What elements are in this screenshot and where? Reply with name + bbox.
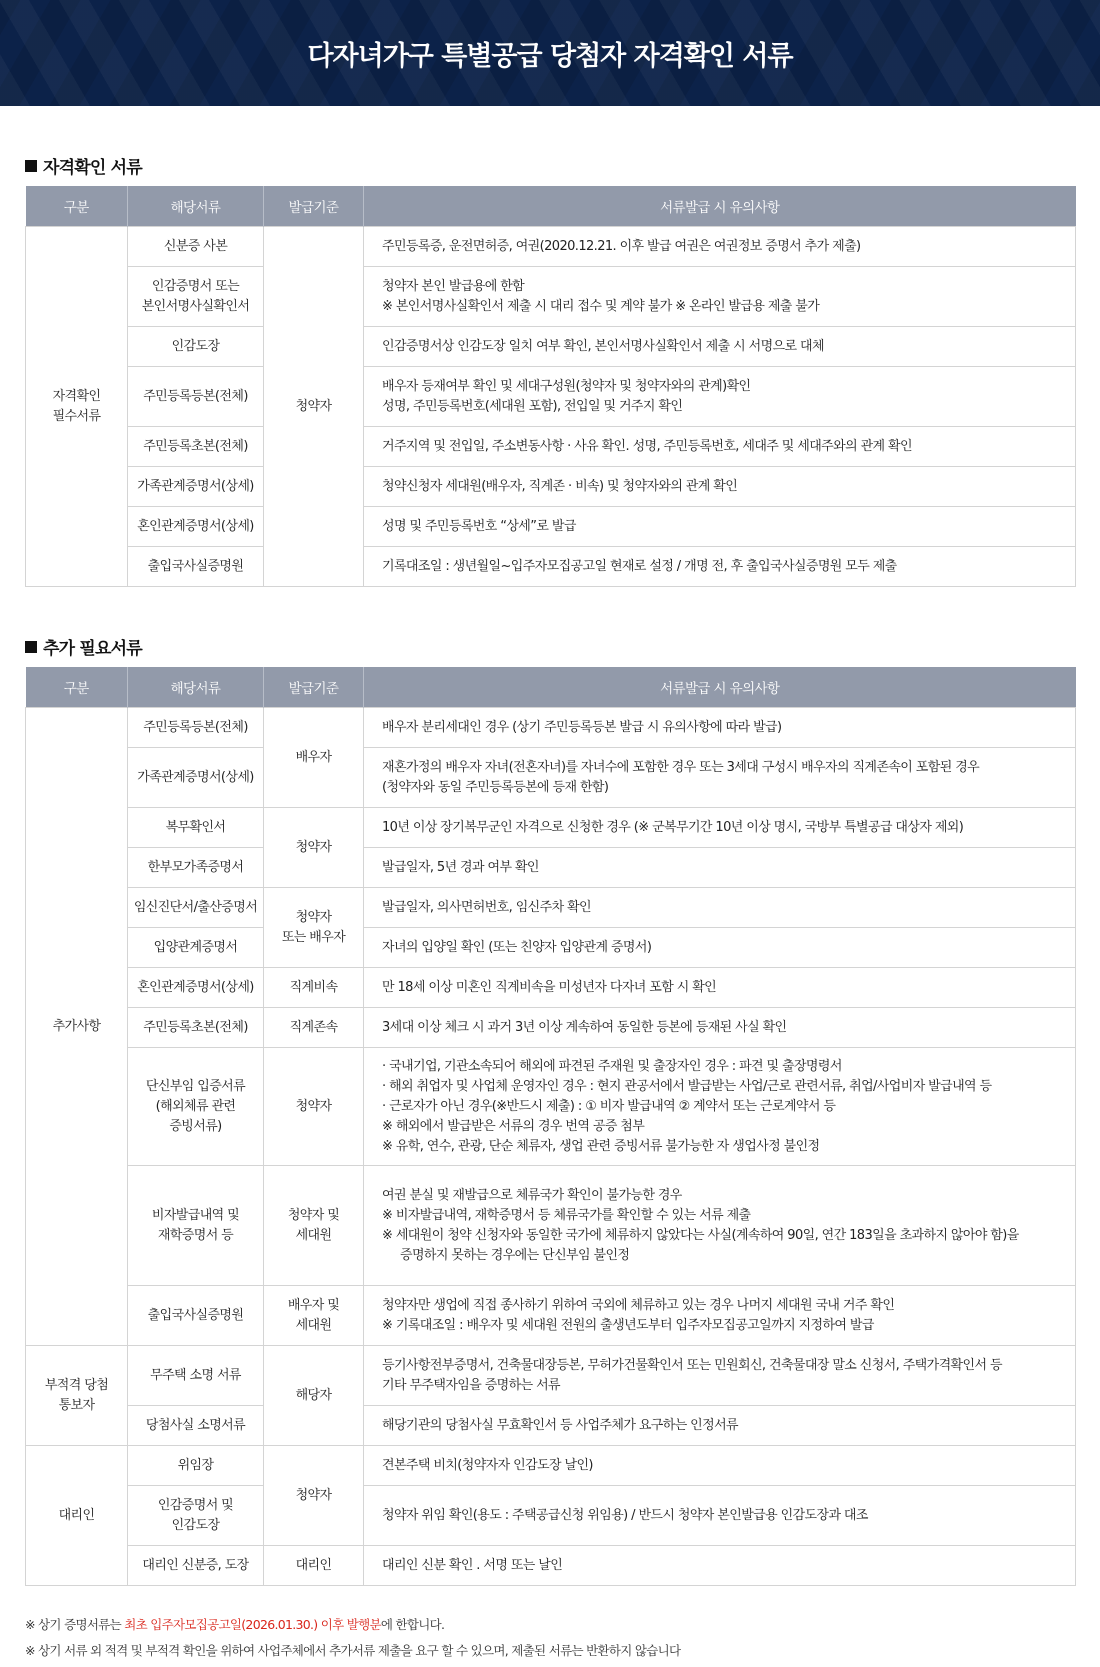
basis-cell: 청약자 [264, 227, 364, 587]
category-cell: 자격확인 필수서류 [26, 227, 128, 587]
note-cell: 배우자 등재여부 확인 및 세대구성원(청약자 및 청약자와의 관계)확인 성명, 주민등록번호(세대원 포함), 전입일 및 거주지 확인 [364, 367, 1076, 427]
table-row [26, 427, 1076, 467]
basis-cell: 청약자 또는 배우자 [264, 888, 364, 968]
document-cell: 입양관계증명서 [128, 928, 264, 968]
table-row [26, 1166, 1076, 1286]
document-cell: 주민등록등본(전체) [128, 708, 264, 748]
table-row [26, 547, 1076, 587]
note-cell: 배우자 분리세대인 경우 (상기 주민등록등본 발급 시 유의사항에 따라 발급) [364, 708, 1076, 748]
document-cell: 대리인 신분증, 도장 [128, 1546, 264, 1586]
document-cell: 혼인관계증명서(상세) [128, 507, 264, 547]
note-cell: 만 18세 이상 미혼인 직계비속을 미성년자 다자녀 포함 시 확인 [364, 968, 1076, 1008]
note-cell: 청약신청자 세대원(배우자, 직계존 · 비속) 및 청약자와의 관계 확인 [364, 467, 1076, 507]
document-cell: 신분증 사본 [128, 227, 264, 267]
category-cell: 부적격 당첨 통보자 [26, 1346, 128, 1446]
document-cell: 비자발급내역 및 재학증명서 등 [128, 1166, 264, 1286]
category-cell: 대리인 [26, 1446, 128, 1586]
table-row [26, 1406, 1076, 1446]
note-cell: 3세대 이상 체크 시 과거 3년 이상 계속하여 동일한 등본에 등재된 사실 확인 [364, 1008, 1076, 1048]
note-cell: 해당기관의 당첨사실 무효확인서 등 사업주체가 요구하는 인정서류 [364, 1406, 1076, 1446]
note-cell: 청약자 위임 확인(용도 : 주택공급신청 위임용) / 반드시 청약자 본인발급용 인감도장과 대조 [364, 1486, 1076, 1546]
document-cell: 주민등록초본(전체) [128, 427, 264, 467]
note-cell: 10년 이상 장기복무군인 자격으로 신청한 경우 (※ 군복무기간 10년 이상 명시, 국방부 특별공급 대상자 제외) [364, 808, 1076, 848]
document-cell: 출입국사실증명원 [128, 1286, 264, 1346]
title-banner [0, 0, 1100, 106]
basis-cell: 직계비속 [264, 968, 364, 1008]
document-cell: 임신진단서/출산증명서 [128, 888, 264, 928]
basis-cell: 청약자 [264, 808, 364, 888]
category-cell: 추가사항 [26, 708, 128, 1346]
square-bullet-icon [25, 641, 37, 653]
table-row [26, 928, 1076, 968]
table-row [26, 1486, 1076, 1546]
section-title-text: 자격확인 서류 [43, 158, 142, 178]
document-cell: 복무확인서 [128, 808, 264, 848]
note-cell: 거주지역 및 전입일, 주소변동사항 · 사유 확인. 성명, 주민등록번호, 세대주 및 세대주와의 관계 확인 [364, 427, 1076, 467]
document-cell: 가족관계증명서(상세) [128, 467, 264, 507]
header-document: 해당서류 [128, 186, 264, 227]
header-notes: 서류발급 시 유의사항 [364, 186, 1076, 227]
footnote-2: ※ 상기 서류 외 적격 및 부적격 확인을 위하여 사업주체에서 추가서류 제출을 요구 할 수 있으며, 제출된 서류는 반환하지 않습니다 [25, 1643, 681, 1658]
document-cell: 무주택 소명 서류 [128, 1346, 264, 1406]
document-cell: 혼인관계증명서(상세) [128, 968, 264, 1008]
header-category: 구분 [26, 667, 128, 708]
footnotes [25, 1612, 680, 1664]
document-cell: 단신부임 입증서류 (해외체류 관련 증빙서류) [128, 1048, 264, 1166]
document-cell: 위임장 [128, 1446, 264, 1486]
basis-cell: 해당자 [264, 1346, 364, 1446]
note-cell: 등기사항전부증명서, 건축물대장등본, 무허가건물확인서 또는 민원회신, 건축물대장 말소 신청서, 주택가격확인서 등 기타 무주택자임을 증명하는 서류 [364, 1346, 1076, 1406]
basis-cell: 청약자 및 세대원 [264, 1166, 364, 1286]
header-document: 해당서류 [128, 667, 264, 708]
header-category: 구분 [26, 186, 128, 227]
note-cell: 청약자 본인 발급용에 한함 ※ 본인서명사실확인서 제출 시 대리 접수 및 계약 불가 ※ 온라인 발급용 제출 불가 [364, 267, 1076, 327]
table-row [26, 367, 1076, 427]
table-header-row [26, 667, 1076, 708]
page-title: 다자녀가구 특별공급 당첨자 자격확인 서류 [307, 40, 793, 72]
table-row [26, 1286, 1076, 1346]
note-cell: 성명 및 주민등록번호 “상세”로 발급 [364, 507, 1076, 547]
header-basis: 발급기준 [264, 186, 364, 227]
basis-cell: 청약자 [264, 1446, 364, 1546]
document-cell: 인감증명서 및 인감도장 [128, 1486, 264, 1546]
table-row [26, 1446, 1076, 1486]
document-cell: 인감증명서 또는 본인서명사실확인서 [128, 267, 264, 327]
basis-cell: 청약자 [264, 1048, 364, 1166]
document-cell: 출입국사실증명원 [128, 547, 264, 587]
document-cell: 주민등록등본(전체) [128, 367, 264, 427]
note-cell: 여권 분실 및 재발급으로 체류국가 확인이 불가능한 경우 ※ 비자발급내역, 재학증명서 등 체류국가를 확인할 수 있는 서류 제출 ※ 세대원이 청약 신청자와 동일한 국가에 체류하지 않았다는 사실(계속하여 90일, 연간 183일을 초과하지 않아야 함)을 증명하지 못하는 경우에는 단신부임 불인정 [364, 1166, 1076, 1286]
table-row [26, 227, 1076, 267]
note-cell: 발급일자, 5년 경과 여부 확인 [364, 848, 1076, 888]
footnote-highlight: 최초 입주자모집공고일(2026.01.30.) 이후 발행분 [124, 1617, 381, 1632]
table-row [26, 267, 1076, 327]
document-cell: 가족관계증명서(상세) [128, 748, 264, 808]
note-cell: 견본주택 비치(청약자자 인감도장 날인) [364, 1446, 1076, 1486]
table-row [26, 1048, 1076, 1166]
table-row [26, 848, 1076, 888]
table-row [26, 708, 1076, 748]
note-cell: 인감증명서상 인감도장 일치 여부 확인, 본인서명사실확인서 제출 시 서명으로 대체 [364, 327, 1076, 367]
note-cell: 대리인 신분 확인 . 서명 또는 날인 [364, 1546, 1076, 1586]
table-row [26, 748, 1076, 808]
table-header-row [26, 186, 1076, 227]
basis-cell: 대리인 [264, 1546, 364, 1586]
header-notes: 서류발급 시 유의사항 [364, 667, 1076, 708]
section-title-additional [25, 634, 142, 659]
document-cell: 인감도장 [128, 327, 264, 367]
document-cell: 한부모가족증명서 [128, 848, 264, 888]
qualification-documents-table [25, 186, 1076, 587]
table-row [26, 968, 1076, 1008]
table-row [26, 467, 1076, 507]
section-title-text: 추가 필요서류 [43, 639, 142, 659]
additional-documents-table [25, 667, 1076, 1586]
table-row [26, 1546, 1076, 1586]
basis-cell: 직계존속 [264, 1008, 364, 1048]
note-cell: 자녀의 입양일 확인 (또는 친양자 입양관계 증명서) [364, 928, 1076, 968]
table-row [26, 327, 1076, 367]
note-cell: · 국내기업, 기관소속되어 해외에 파견된 주재원 및 출장자인 경우 : 파견 및 출장명령서 · 해외 취업자 및 사업체 운영자인 경우 : 현지 관공서에서 발급받는 사업/근로 관련서류, 취업/사업비자 발급내역 등 · 근로자가 아닌 경우(※반드시 제출) : ① 비자 발급내역 ② 계약서 또는 근로계약서 등 ※ 해외에서 발급받은 서류의 경우 번역 공증 첨부 ※ 유학, 연수, 관광, 단순 체류자, 생업 관련 증빙서류 불가능한 자 생업사정 불인정 [364, 1048, 1076, 1166]
header-basis: 발급기준 [264, 667, 364, 708]
basis-cell: 배우자 및 세대원 [264, 1286, 364, 1346]
basis-cell: 배우자 [264, 708, 364, 808]
note-cell: 기록대조일 : 생년월일~입주자모집공고일 현재로 설정 / 개명 전, 후 출입국사실증명원 모두 제출 [364, 547, 1076, 587]
note-cell: 청약자만 생업에 직접 종사하기 위하여 국외에 체류하고 있는 경우 나머지 세대원 국내 거주 확인 ※ 기록대조일 : 배우자 및 세대원 전원의 출생년도부터 입주자모집공고일까지 지정하여 발급 [364, 1286, 1076, 1346]
table-row [26, 507, 1076, 547]
note-cell: 재혼가정의 배우자 자녀(전혼자녀)를 자녀수에 포함한 경우 또는 3세대 구성시 배우자의 직계존속이 포함된 경우 (청약자와 동일 주민등록등본에 등재 한함) [364, 748, 1076, 808]
square-bullet-icon [25, 160, 37, 172]
table-row [26, 888, 1076, 928]
footnote-1: ※ 상기 증명서류는 최초 입주자모집공고일(2026.01.30.) 이후 발행분에 한합니다. [25, 1617, 445, 1632]
table-row [26, 808, 1076, 848]
note-cell: 주민등록증, 운전면허증, 여권(2020.12.21. 이후 발급 여권은 여권정보 증명서 추가 제출) [364, 227, 1076, 267]
section-title-qualification [25, 153, 142, 178]
table-row [26, 1008, 1076, 1048]
document-cell: 주민등록초본(전체) [128, 1008, 264, 1048]
note-cell: 발급일자, 의사면허번호, 임신주차 확인 [364, 888, 1076, 928]
table-row [26, 1346, 1076, 1406]
document-cell: 당첨사실 소명서류 [128, 1406, 264, 1446]
